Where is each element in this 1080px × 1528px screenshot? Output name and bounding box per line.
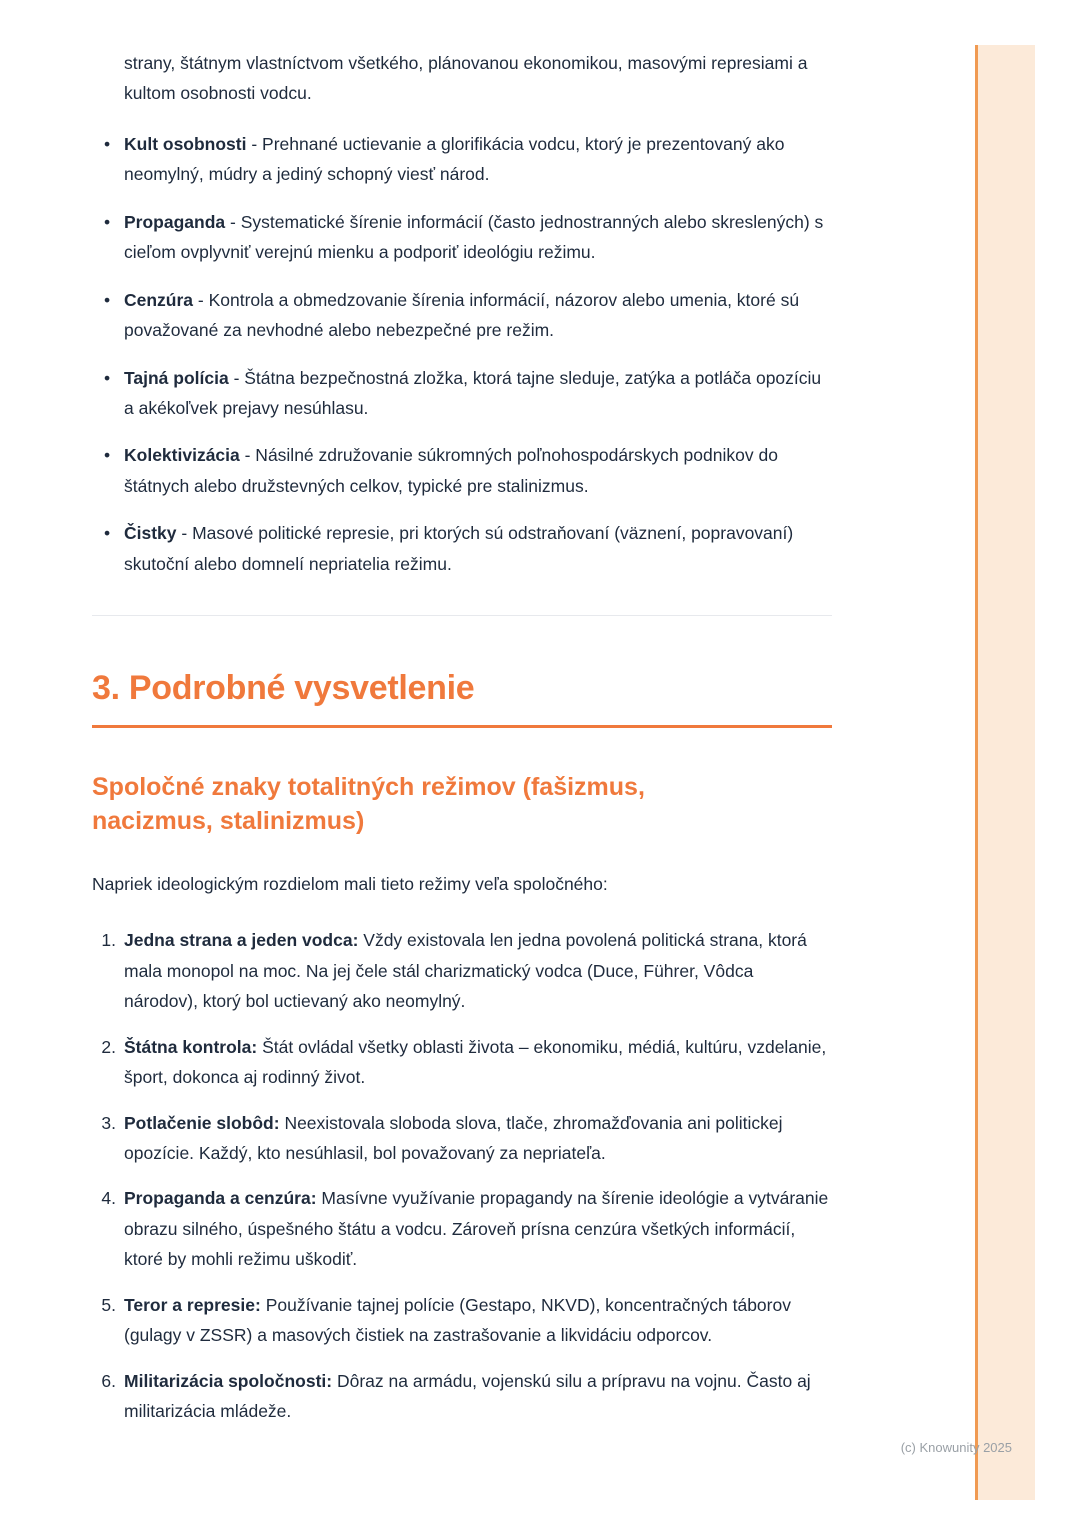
definition-item	[92, 129, 832, 190]
numbered-item	[92, 1366, 832, 1427]
definition-text: - Masové politické represie, pri ktorých sú odstraňovaní (väznení, popravovaní) skutoční alebo domnelí nepriatelia režimu.	[124, 523, 794, 574]
definition-item	[92, 440, 832, 501]
definition-item	[92, 207, 832, 268]
section-divider	[92, 615, 832, 616]
point-text: Neexistovala sloboda slova, tlače, zhromažďovania ani politickej opozície. Každý, kto nesúhlasil, bol považovaný za nepriateľa.	[124, 1112, 783, 1163]
definition-item	[92, 285, 832, 346]
numbered-points-list	[92, 925, 832, 1426]
point-term: Potlačenie slobôd:	[124, 1112, 280, 1133]
point-text: Dôraz na armádu, vojenskú silu a prípravu na vojnu. Často aj militarizácia mládeže.	[124, 1370, 811, 1422]
definition-text: - Prehnané uctievanie a glorifikácia vodcu, ktorý je prezentovaný ako neomylný, múdry a jediný schopný viesť národ.	[124, 133, 785, 185]
point-term: Jedna strana a jeden vodca:	[124, 930, 359, 951]
point-text: Používanie tajnej polície (Gestapo, NKVD), koncentračných táborov (gulagy v ZSSR) a masových čistiek na zastrašovanie a likvidáciu odporcov.	[124, 1294, 791, 1346]
item-number: 3.	[101, 1112, 116, 1133]
subsection-heading: Spoločné znaky totalitných režimov (fašizmus, nacizmus, stalinizmus)	[92, 772, 645, 836]
definition-item	[92, 363, 832, 424]
point-term: Štátna kontrola:	[124, 1036, 258, 1057]
definition-term: Propaganda	[124, 211, 226, 232]
definition-text: - Systematické šírenie informácií (často jednostranných alebo skreslených) s cieľom ovplyvniť verejnú mienku a podporiť ideológiu režimu.	[124, 211, 824, 263]
continuation-paragraph: strany, štátnym vlastníctvom všetkého, plánovanou ekonomikou, masovými represiami a kultom osobnosti vodcu.	[124, 53, 808, 104]
point-term: Teror a represie:	[124, 1294, 261, 1315]
item-number: 1.	[101, 930, 116, 951]
point-term: Propaganda a cenzúra:	[124, 1188, 317, 1209]
numbered-item	[92, 1290, 832, 1351]
section-heading-rule	[92, 725, 832, 728]
definition-text: - Násilné združovanie súkromných poľnohospodárskych podnikov do štátnych alebo družstevných celkov, typické pre stalinizmus.	[124, 445, 778, 496]
numbered-item	[92, 1032, 832, 1093]
definition-text: - Kontrola a obmedzovanie šírenia informácií, názorov alebo umenia, ktoré sú považované za nevhodné alebo nebezpečné pre režim.	[124, 289, 800, 341]
section-heading: 3. Podrobné vysvetlenie	[92, 669, 475, 708]
numbered-item	[92, 1108, 832, 1169]
definition-term: Cenzúra	[124, 289, 194, 310]
definition-term: Kult osobnosti	[124, 133, 247, 154]
point-text: Štát ovládal všetky oblasti života – ekonomiku, médiá, kultúru, vzdelanie, šport, dokonca aj rodinný život.	[124, 1036, 827, 1088]
item-number: 6.	[101, 1370, 116, 1391]
definition-term: Kolektivizácia	[124, 445, 240, 466]
point-term: Militarizácia spoločnosti:	[124, 1370, 333, 1391]
page-edge-band	[978, 45, 1035, 1500]
point-text: Masívne využívanie propagandy na šírenie ideológie a vytváranie obrazu silného, úspešného štátu a vodcu. Zároveň prísna cenzúra všetkých informácií, ktoré by mohli režimu uškodiť.	[124, 1188, 829, 1270]
point-text: Vždy existovala len jedna povolená politická strana, ktorá mala monopol na moc. Na jej čele stál charizmatický vodca (Duce, Führer, Vôdca národov), ktorý bol uctievaný ako neomylný.	[124, 930, 807, 1012]
definition-text: - Štátna bezpečnostná zložka, ktorá tajne sleduje, zatýka a potláča opozíciu a akékoľvek prejavy nesúhlasu.	[124, 367, 822, 418]
definition-term: Tajná polícia	[124, 367, 229, 388]
item-number: 2.	[101, 1036, 116, 1057]
item-number: 4.	[101, 1188, 116, 1209]
numbered-item	[92, 925, 832, 1016]
intro-paragraph: Napriek ideologickým rozdielom mali tieto režimy veľa spoločného:	[92, 873, 608, 894]
watermark: (c) Knowunity 2025	[900, 1440, 1012, 1455]
numbered-item	[92, 1183, 832, 1274]
item-number: 5.	[101, 1294, 116, 1315]
content-column	[92, 48, 832, 1441]
definitions-list	[92, 129, 832, 579]
definition-term: Čistky	[124, 523, 177, 544]
definition-item	[92, 518, 832, 579]
